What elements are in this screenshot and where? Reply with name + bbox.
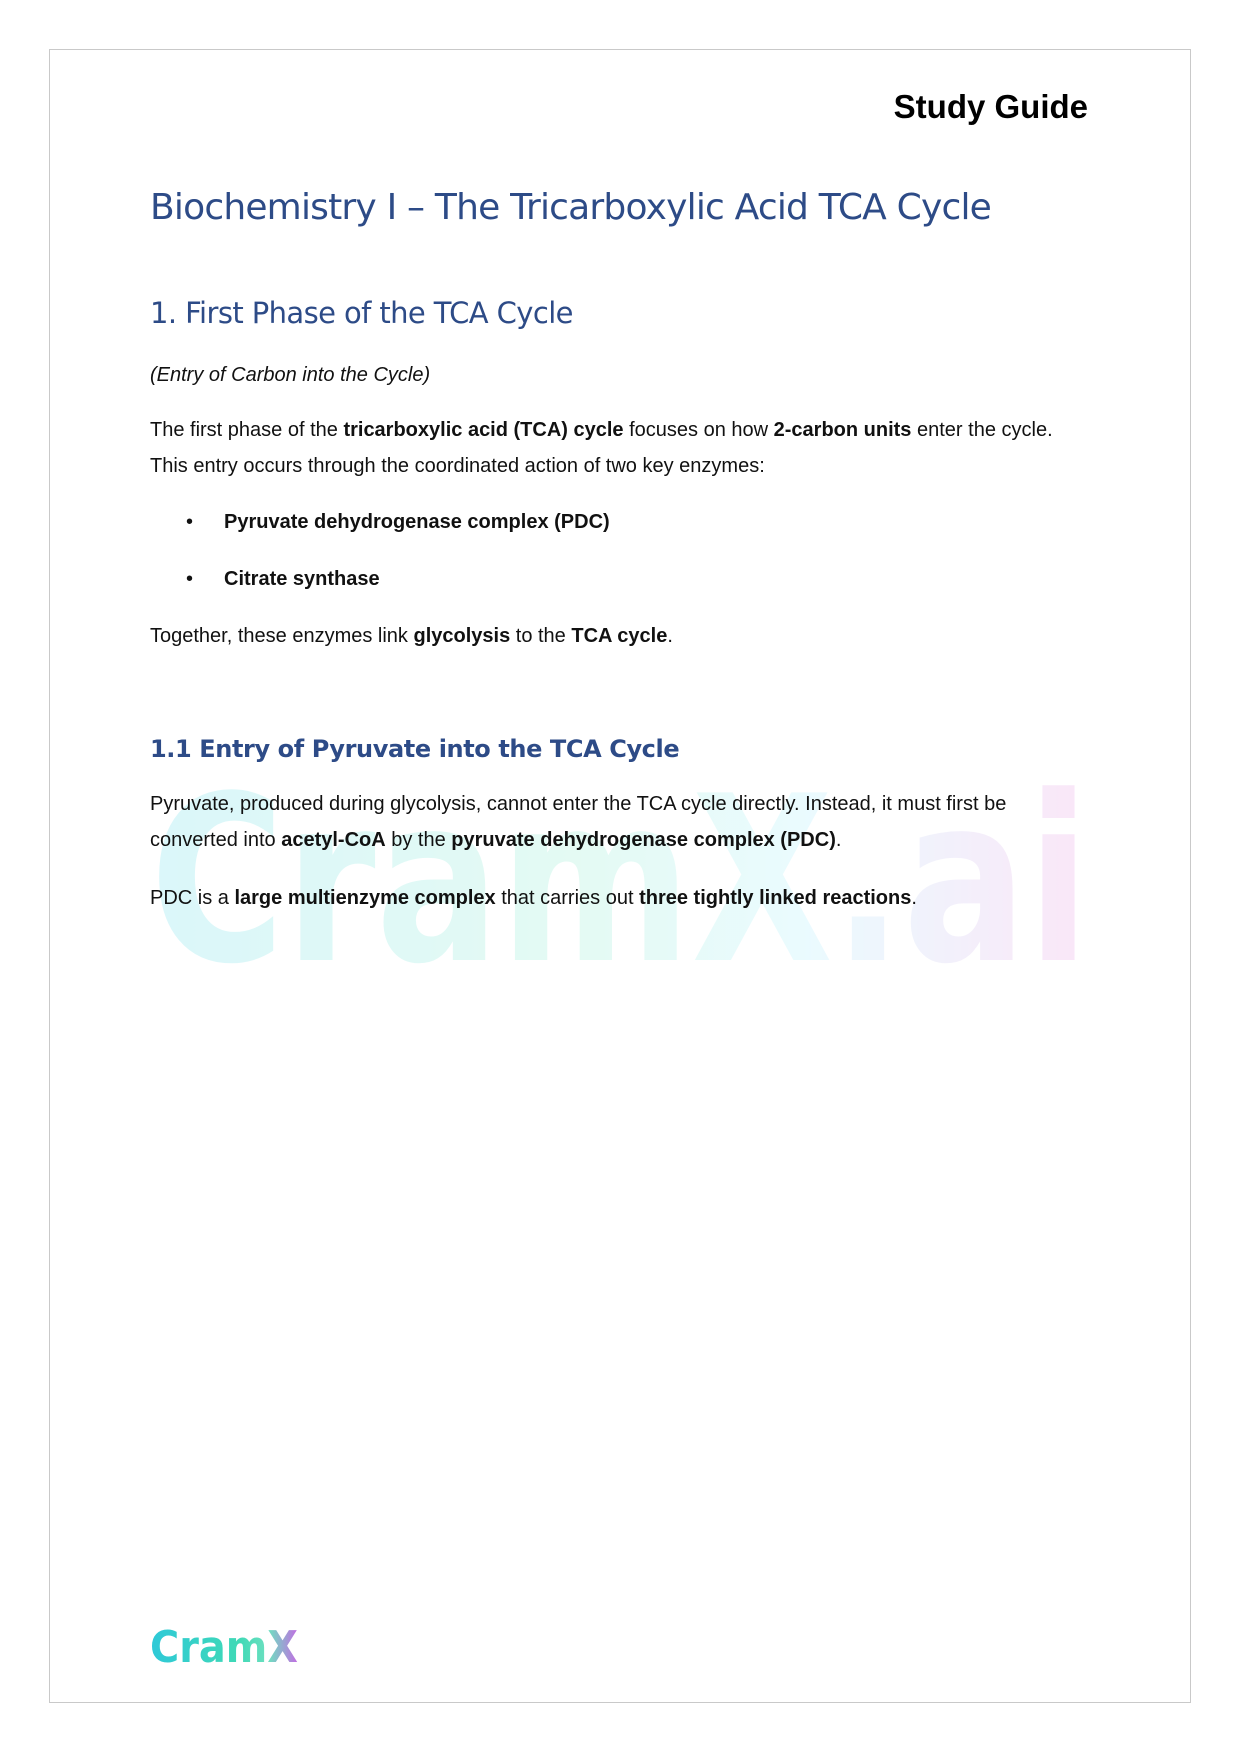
bullet-icon: • bbox=[186, 568, 194, 590]
section-1-1-paragraph-2: PDC is a large multienzyme complex that carries out three tightly linked reactions. bbox=[150, 887, 917, 909]
list-item: • Citrate synthase bbox=[186, 568, 380, 590]
section-1-summary: Together, these enzymes link glycolysis to the TCA cycle. bbox=[150, 625, 673, 647]
section-1-1-heading: 1.1 Entry of Pyruvate into the TCA Cycle bbox=[150, 735, 680, 763]
section-1-intro: The first phase of the tricarboxylic acid (TCA) cycle focuses on how 2-carbon units enter the cycle. This entry occurs through the coordinated action of two key enzymes: bbox=[150, 419, 1053, 477]
section-1-1-paragraph-1: Pyruvate, produced during glycolysis, cannot enter the TCA cycle directly. Instead, it must first be converted into acetyl-CoA by the pyruvate dehydrogenase complex (PDC). bbox=[150, 793, 1007, 851]
document-title: Biochemistry I – The Tricarboxylic Acid TCA Cycle bbox=[150, 187, 992, 228]
section-1-subtitle: (Entry of Carbon into the Cycle) bbox=[150, 364, 431, 386]
bullet-icon: • bbox=[186, 511, 194, 533]
logo-text: CramX bbox=[150, 1622, 299, 1670]
watermark-text: CramX.ai bbox=[150, 748, 1090, 1000]
cramx-logo bbox=[150, 1620, 300, 1670]
section-1-heading: 1. First Phase of the TCA Cycle bbox=[150, 296, 573, 330]
list-item: • Pyruvate dehydrogenase complex (PDC) bbox=[186, 511, 610, 533]
header-study-guide: Study Guide bbox=[893, 88, 1088, 125]
